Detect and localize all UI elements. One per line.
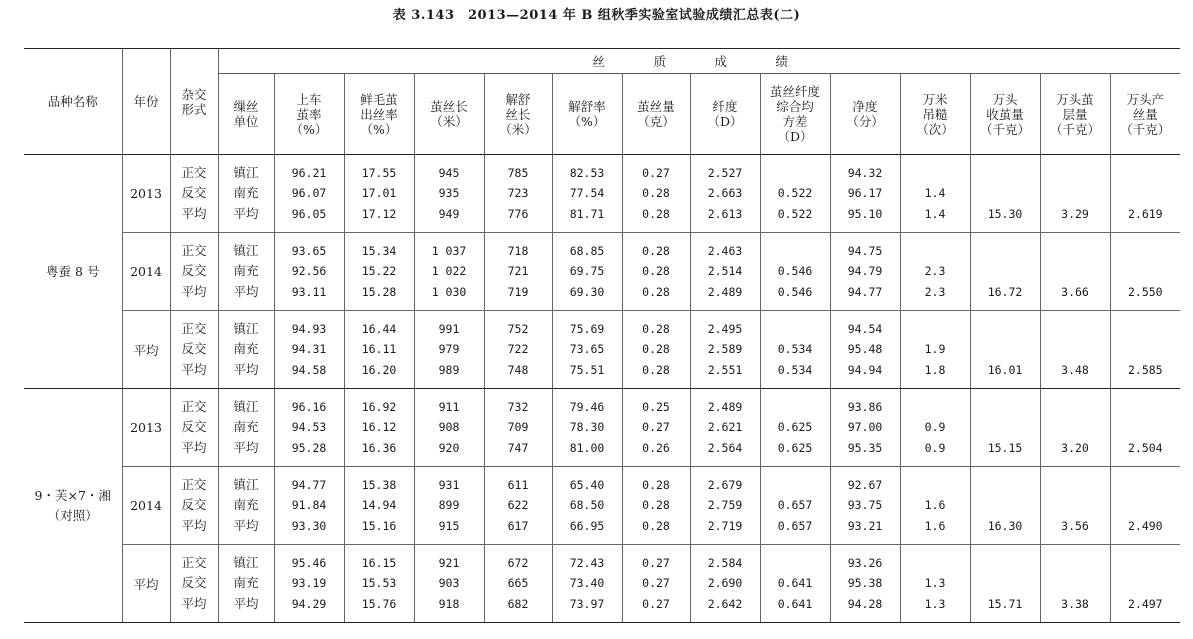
cell-size: 2.527 2.663 2.613	[690, 155, 760, 233]
cell-unit: 镇江 南充 平均	[218, 467, 274, 545]
cell-shell-yield: 3.29	[1040, 155, 1110, 233]
cell-raw-silk-pct: 17.55 17.01 17.12	[344, 155, 414, 233]
header-reeling-rate: 上车 茧率 （%）	[274, 74, 344, 155]
variety-name: 粤蚕 8 号	[24, 155, 122, 389]
cell-raw-silk-pct: 16.15 15.53 15.76	[344, 545, 414, 623]
cell-shell-yield: 3.20	[1040, 389, 1110, 467]
cell-cross: 正交 反交 平均	[170, 467, 218, 545]
cell-cocoon-yield: 15.15	[970, 389, 1040, 467]
cell-neatness: 93.26 95.38 94.28	[830, 545, 900, 623]
results-table	[24, 48, 1180, 623]
header-cocoon-yield: 万头 收茧量 （千克）	[970, 74, 1040, 155]
cell-size: 2.679 2.759 2.719	[690, 467, 760, 545]
cell-filament-weight: 0.27 0.27 0.27	[622, 545, 690, 623]
table-row	[24, 311, 1180, 389]
cell-unit: 镇江 南充 平均	[218, 233, 274, 311]
cell-raw-silk-pct: 15.38 14.94 15.16	[344, 467, 414, 545]
cell-reelability: 65.40 68.50 66.95	[552, 467, 622, 545]
cell-raw-silk-pct: 16.44 16.11 16.20	[344, 311, 414, 389]
header-filament-weight: 茧丝量 （克）	[622, 74, 690, 155]
year-cell: 2014	[122, 233, 170, 311]
cell-cross: 正交 反交 平均	[170, 389, 218, 467]
header-silk-quality: 丝 质 成 绩	[218, 49, 1180, 74]
cell-filament-weight: 0.27 0.28 0.28	[622, 155, 690, 233]
cell-silk-yield: 2.619	[1110, 155, 1180, 233]
year-cell: 2013	[122, 389, 170, 467]
cell-reelability: 68.85 69.75 69.30	[552, 233, 622, 311]
cell-lousiness: 0.9 0.9	[900, 389, 970, 467]
cell-cocoon-yield: 15.71	[970, 545, 1040, 623]
header-cross: 杂交 形式	[170, 49, 218, 155]
cell-shell-yield: 3.38	[1040, 545, 1110, 623]
header-shell-yield: 万头茧 层量 （千克）	[1040, 74, 1110, 155]
cell-neatness: 92.67 93.75 93.21	[830, 467, 900, 545]
cell-unit: 镇江 南充 平均	[218, 389, 274, 467]
cell-nonbroken-length: 718 721 719	[484, 233, 552, 311]
cell-nonbroken-length: 752 722 748	[484, 311, 552, 389]
cell-nonbroken-length: 672 665 682	[484, 545, 552, 623]
cell-shell-yield: 3.56	[1040, 467, 1110, 545]
cell-nonbroken-length: 785 723 776	[484, 155, 552, 233]
cell-raw-silk-pct: 16.92 16.12 16.36	[344, 389, 414, 467]
cell-size-variance: 0.641 0.641	[760, 545, 830, 623]
table-row	[24, 233, 1180, 311]
cell-silk-yield: 2.585	[1110, 311, 1180, 389]
table-row	[24, 545, 1180, 623]
header-silk-yield: 万头产 丝量 （千克）	[1110, 74, 1180, 155]
cell-size: 2.463 2.514 2.489	[690, 233, 760, 311]
cell-unit: 镇江 南充 平均	[218, 545, 274, 623]
cell-size-variance: 0.657 0.657	[760, 467, 830, 545]
header-year: 年份	[122, 49, 170, 155]
cell-cocoon-yield: 15.30	[970, 155, 1040, 233]
cell-neatness: 94.32 96.17 95.10	[830, 155, 900, 233]
cell-reeling-rate: 95.46 93.19 94.29	[274, 545, 344, 623]
header-unit: 缫丝 单位	[218, 74, 274, 155]
cell-filament-weight: 0.25 0.27 0.26	[622, 389, 690, 467]
cell-reeling-rate: 96.21 96.07 96.05	[274, 155, 344, 233]
cell-reeling-rate: 94.77 91.84 93.30	[274, 467, 344, 545]
cell-silk-yield: 2.550	[1110, 233, 1180, 311]
year-cell: 2013	[122, 155, 170, 233]
cell-reeling-rate: 96.16 94.53 95.28	[274, 389, 344, 467]
cell-filament-length: 991 979 989	[414, 311, 484, 389]
table-row	[24, 155, 1180, 233]
table-row	[24, 467, 1180, 545]
cell-reeling-rate: 93.65 92.56 93.11	[274, 233, 344, 311]
header-filament-length: 茧丝长 （米）	[414, 74, 484, 155]
header-lousiness: 万米 吊糙 （次）	[900, 74, 970, 155]
cell-silk-yield: 2.504	[1110, 389, 1180, 467]
cell-filament-length: 1 037 1 022 1 030	[414, 233, 484, 311]
cell-lousiness: 2.3 2.3	[900, 233, 970, 311]
cell-lousiness: 1.3 1.3	[900, 545, 970, 623]
cell-cocoon-yield: 16.30	[970, 467, 1040, 545]
cell-lousiness: 1.4 1.4	[900, 155, 970, 233]
cell-filament-length: 945 935 949	[414, 155, 484, 233]
cell-cocoon-yield: 16.72	[970, 233, 1040, 311]
cell-reelability: 72.43 73.40 73.97	[552, 545, 622, 623]
cell-shell-yield: 3.66	[1040, 233, 1110, 311]
header-reelability: 解舒率 （%）	[552, 74, 622, 155]
header-neatness: 净度 （分）	[830, 74, 900, 155]
header-size-variance: 茧丝纤度 综合均 方差 （D）	[760, 74, 830, 155]
cell-shell-yield: 3.48	[1040, 311, 1110, 389]
cell-lousiness: 1.9 1.8	[900, 311, 970, 389]
cell-cross: 正交 反交 平均	[170, 155, 218, 233]
cell-nonbroken-length: 611 622 617	[484, 467, 552, 545]
cell-size: 2.584 2.690 2.642	[690, 545, 760, 623]
cell-filament-length: 911 908 920	[414, 389, 484, 467]
cell-reelability: 79.46 78.30 81.00	[552, 389, 622, 467]
cell-silk-yield: 2.490	[1110, 467, 1180, 545]
header-size: 纤度 （D）	[690, 74, 760, 155]
cell-filament-length: 921 903 918	[414, 545, 484, 623]
header-nonbroken-length: 解舒 丝长 （米）	[484, 74, 552, 155]
year-cell: 2014	[122, 467, 170, 545]
cell-unit: 镇江 南充 平均	[218, 311, 274, 389]
cell-filament-weight: 0.28 0.28 0.28	[622, 233, 690, 311]
cell-filament-weight: 0.28 0.28 0.28	[622, 467, 690, 545]
cell-size: 2.495 2.589 2.551	[690, 311, 760, 389]
cell-silk-yield: 2.497	[1110, 545, 1180, 623]
cell-filament-weight: 0.28 0.28 0.28	[622, 311, 690, 389]
cell-raw-silk-pct: 15.34 15.22 15.28	[344, 233, 414, 311]
cell-reelability: 75.69 73.65 75.51	[552, 311, 622, 389]
cell-cross: 正交 反交 平均	[170, 311, 218, 389]
header-variety: 品种名称	[24, 49, 122, 155]
cell-lousiness: 1.6 1.6	[900, 467, 970, 545]
year-cell: 平均	[122, 545, 170, 623]
table-row	[24, 389, 1180, 467]
cell-cross: 正交 反交 平均	[170, 545, 218, 623]
cell-neatness: 94.54 95.48 94.94	[830, 311, 900, 389]
cell-unit: 镇江 南充 平均	[218, 155, 274, 233]
cell-cross: 正交 反交 平均	[170, 233, 218, 311]
variety-name: 9・芙×7・湘 （对照）	[24, 389, 122, 623]
cell-neatness: 94.75 94.79 94.77	[830, 233, 900, 311]
cell-filament-length: 931 899 915	[414, 467, 484, 545]
cell-nonbroken-length: 732 709 747	[484, 389, 552, 467]
table-title: 表 3.143 2013—2014 年 B 组秋季实验室试验成绩汇总表(二)	[392, 8, 801, 23]
cell-neatness: 93.86 97.00 95.35	[830, 389, 900, 467]
year-cell: 平均	[122, 311, 170, 389]
cell-cocoon-yield: 16.01	[970, 311, 1040, 389]
header-raw-silk-pct: 鲜毛茧 出丝率 （%）	[344, 74, 414, 155]
cell-size: 2.489 2.621 2.564	[690, 389, 760, 467]
cell-reeling-rate: 94.93 94.31 94.58	[274, 311, 344, 389]
cell-reelability: 82.53 77.54 81.71	[552, 155, 622, 233]
cell-size-variance: 0.546 0.546	[760, 233, 830, 311]
cell-size-variance: 0.625 0.625	[760, 389, 830, 467]
cell-size-variance: 0.534 0.534	[760, 311, 830, 389]
cell-size-variance: 0.522 0.522	[760, 155, 830, 233]
